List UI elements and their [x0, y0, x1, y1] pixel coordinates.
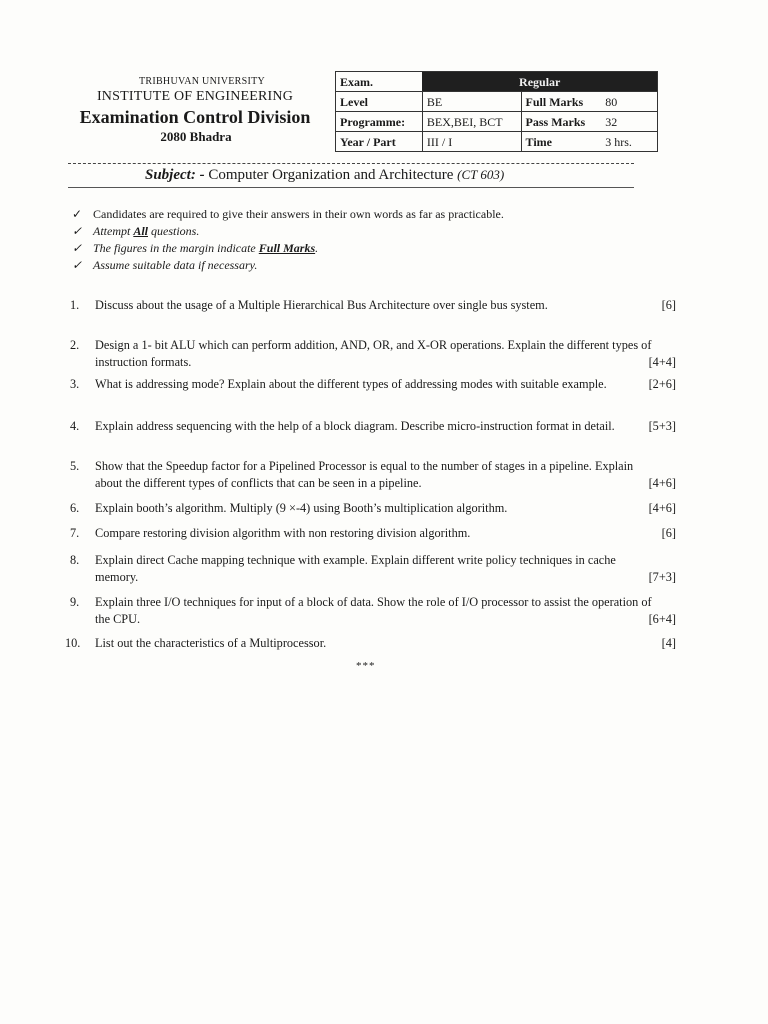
checkmark-icon: ✓: [72, 224, 83, 238]
question-number: 4.: [70, 419, 80, 433]
question-text: Design a 1- bit ALU which can perform addition, AND, OR, and X-OR operations. Explain the different types of instruction formats.: [95, 338, 652, 369]
programme-value: BEX,BEI, BCT: [422, 112, 521, 132]
question-number: 2.: [70, 338, 80, 352]
level-value: BE: [422, 92, 521, 112]
programme-label-text: Programme: [340, 114, 402, 129]
question-marks: [5+3]: [648, 419, 676, 433]
instruction-item: [72, 257, 632, 274]
question-number: 1.: [70, 298, 80, 312]
subject-line: [145, 167, 504, 184]
question-item: [70, 458, 680, 492]
question-number: 8.: [70, 553, 80, 567]
instruction-text: The figures in the margin indicate: [93, 241, 259, 255]
year-part-label: Year / Part: [336, 132, 423, 152]
exam-row: [336, 72, 658, 92]
question-number: 6.: [70, 501, 80, 515]
pass-marks-label: Pass Marks: [521, 112, 601, 132]
question-text: Explain booth’s algorithm. Multiply (9 ×-4) using Booth’s multiplication algorithm.: [95, 501, 508, 515]
question-marks: [4+6]: [648, 476, 676, 490]
university-name: TRIBHUVAN UNIVERSITY: [138, 76, 266, 87]
checkmark-icon: ✓: [72, 241, 83, 255]
full-marks-value: 80: [601, 92, 657, 112]
instruction-text: questions.: [148, 224, 200, 238]
instruction-item: [72, 240, 632, 257]
question-text: Compare restoring division algorithm with non restoring division algorithm.: [95, 526, 471, 540]
question-item: [70, 418, 680, 435]
programme-label: Programme:: [336, 112, 423, 132]
exam-value: Regular: [422, 72, 657, 92]
question-item: [70, 337, 680, 371]
exam-session: 2080 Bhadra: [160, 129, 232, 144]
question-marks: [7+3]: [648, 570, 676, 584]
question-text: Explain direct Cache mapping technique with example. Explain different write policy techniques in cache memory.: [95, 553, 616, 584]
question-marks: [6]: [661, 526, 676, 540]
institution-header: [62, 76, 328, 145]
level-label: Level: [336, 92, 423, 112]
question-item: [70, 594, 680, 628]
divider-top: [68, 163, 634, 164]
institute-name: INSTITUTE OF ENGINEERING: [96, 89, 294, 104]
question-number: 7.: [70, 526, 80, 540]
time-value: 3 hrs.: [601, 132, 657, 152]
question-text: What is addressing mode? Explain about the different types of addressing modes with suitable example.: [95, 377, 607, 391]
question-item: [70, 376, 680, 393]
question-item: [70, 500, 680, 517]
level-row: [336, 92, 658, 112]
question-marks: [6]: [661, 298, 676, 312]
question-text: List out the characteristics of a Multiprocessor.: [95, 636, 327, 650]
question-marks: [4]: [661, 636, 676, 650]
question-text: Explain address sequencing with the help of a block diagram. Describe micro-instruction format in detail.: [95, 419, 615, 433]
subject-code: (CT 603): [457, 167, 505, 182]
question-marks: [4+4]: [648, 355, 676, 369]
question-item: [70, 297, 680, 314]
question-item: [70, 552, 680, 586]
instruction-emphasis: All: [133, 224, 148, 238]
programme-row: [336, 112, 658, 132]
exam-info-table: [335, 71, 658, 152]
end-mark: ***: [356, 660, 376, 672]
instruction-text: Candidates are required to give their answers in their own words as far as practicable.: [93, 207, 504, 221]
question-text: Explain three I/O techniques for input of a block of data. Show the role of I/O processor to assist the operation of the CPU.: [95, 595, 652, 626]
checkmark-icon: ✓: [72, 207, 83, 221]
instructions-list: [72, 206, 632, 274]
question-number: 3.: [70, 377, 80, 391]
question-text: Show that the Speedup factor for a Pipelined Processor is equal to the number of stages in a pipeline. Explain about the different types of conflicts that can be seen in a pipeline.: [95, 459, 634, 490]
question-item: [70, 525, 680, 542]
time-label: Time: [521, 132, 601, 152]
instruction-item: [72, 206, 632, 223]
question-marks: [4+6]: [648, 501, 676, 515]
instruction-emphasis: Full Marks: [258, 241, 316, 255]
question-number: 10.: [65, 636, 81, 650]
year-part-row: [336, 132, 658, 152]
question-marks: [6+4]: [648, 612, 676, 626]
checkmark-icon: ✓: [72, 258, 83, 272]
instruction-text: .: [315, 241, 319, 255]
divider-bottom: [68, 187, 634, 188]
subject-name: Computer Organization and Architecture: [208, 167, 454, 183]
instruction-text: Assume suitable data if necessary.: [93, 258, 258, 272]
question-marks: [2+6]: [648, 377, 676, 391]
instruction-item: [72, 223, 632, 240]
question-number: 5.: [70, 459, 80, 473]
full-marks-label: Full Marks: [521, 92, 601, 112]
pass-marks-value: 32: [601, 112, 657, 132]
question-number: 9.: [70, 595, 80, 609]
instruction-text: Attempt: [93, 224, 134, 238]
year-part-value: III / I: [422, 132, 521, 152]
exam-label: Exam.: [336, 72, 423, 92]
question-item: [65, 635, 680, 652]
question-text: Discuss about the usage of a Multiple Hierarchical Bus Architecture over single bus system.: [95, 298, 548, 312]
subject-label: Subject: -: [145, 167, 205, 183]
division-name: Examination Control Division: [79, 107, 311, 127]
